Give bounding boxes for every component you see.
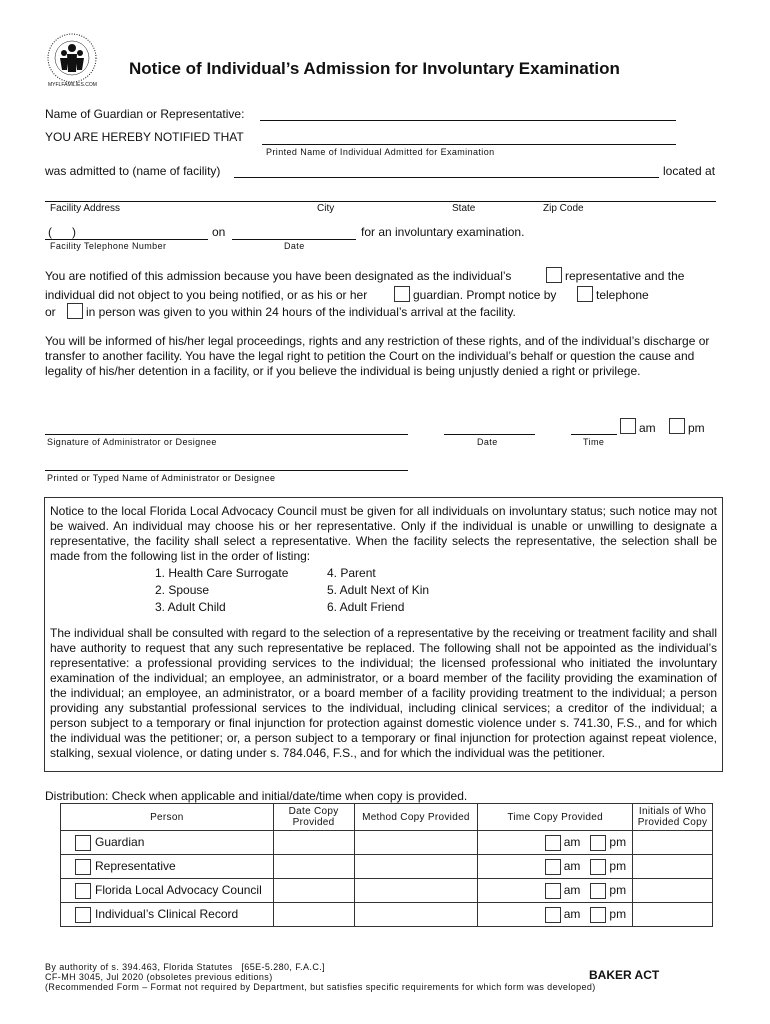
pm-label: pm	[609, 882, 627, 897]
row-person: Representative	[95, 858, 176, 873]
guardian-label: Name of Guardian or Representative:	[45, 107, 245, 121]
am-checkbox[interactable]	[545, 835, 561, 851]
admitted-label: was admitted to (name of facility)	[45, 164, 221, 178]
method-cell[interactable]	[354, 831, 478, 855]
facility-address-input-line[interactable]	[45, 201, 716, 202]
facility-name-input-line[interactable]	[234, 177, 659, 178]
pm-checkbox[interactable]	[590, 883, 606, 899]
representative-order-list	[50, 566, 717, 620]
distribution-heading: Distribution: Check when applicable and initial/date/time when copy is provided.	[45, 789, 468, 803]
phone-paren: ( )	[48, 225, 76, 239]
list-item: 3. Adult Child	[155, 600, 226, 614]
footer-form-id: CF-MH 3045, Jul 2020 (obsoletes previous editions)	[45, 972, 273, 982]
am-checkbox[interactable]	[545, 883, 561, 899]
am-label: am	[563, 834, 581, 849]
sig-pm-checkbox[interactable]	[669, 418, 685, 434]
list-item: 2. Spouse	[155, 583, 210, 597]
council-paragraph-1: Notice to the local Florida Local Advocacy Council must be given for all individuals on involuntary status; such notice may not be waived. An individual may choose his or her representative. Only if the individual is unable or unwilling to designate a representative, the facility shall select a representative. When the facility selects the representative, the selection shall be made from the following list in the order of listing:	[50, 504, 717, 563]
logo-caption: MYFLFAMILIES.COM	[48, 82, 97, 88]
notice-line-2-mid: guardian. Prompt notice by	[413, 288, 557, 302]
dcf-logo	[40, 28, 104, 92]
printed-name-admin-caption: Printed or Typed Name of Administrator or Designee	[47, 473, 276, 483]
sig-time-input-line[interactable]	[571, 434, 617, 435]
sig-date-caption: Date	[477, 437, 498, 447]
sig-am-checkbox[interactable]	[620, 418, 636, 434]
method-cell[interactable]	[354, 879, 478, 903]
printed-name-caption: Printed Name of Individual Admitted for Examination	[266, 147, 495, 157]
clinical-record-row-checkbox[interactable]	[75, 907, 91, 923]
list-item: 5. Adult Next of Kin	[327, 583, 430, 597]
pm-checkbox[interactable]	[590, 907, 606, 923]
am-label: am	[563, 858, 581, 873]
table-row	[61, 879, 713, 903]
date-caption: Date	[284, 241, 305, 251]
pm-checkbox[interactable]	[590, 859, 606, 875]
guardian-row-checkbox[interactable]	[75, 835, 91, 851]
sig-date-input-line[interactable]	[444, 434, 535, 435]
phone-caption: Facility Telephone Number	[50, 241, 167, 251]
page-title: Notice of Individual’s Admission for Involuntary Examination	[129, 59, 620, 78]
council-row-checkbox[interactable]	[75, 883, 91, 899]
sig-am-label: am	[639, 421, 656, 435]
date-input-line[interactable]	[232, 239, 356, 240]
table-row	[61, 855, 713, 879]
located-at-label: located at	[663, 164, 716, 178]
individual-name-input-line[interactable]	[262, 144, 676, 145]
pm-label: pm	[609, 906, 627, 921]
method-cell[interactable]	[354, 855, 478, 879]
representative-checkbox[interactable]	[546, 267, 562, 283]
date-cell[interactable]	[273, 855, 354, 879]
date-cell[interactable]	[273, 903, 354, 927]
council-paragraph-2: The individual shall be consulted with regard to the selection of a representative by the receiving or treatment facility and shall have authority to request that any such representative be replaced. The following shall not be appointed as the individual’s representative: a professional providing services to the individual; the licensed professional who initiated the involuntary examination of the individual; an employee, an administrator, or a board member of the facility providing the examination of the individual; an employee, an administrator, or a board member of a facility providing treatment to the individual; a person providing any substantial professional services to the individual, including clinical services; a creditor of the individual; a person subject to a temporary or final injunction for protection against domestic violence under s. 741.30, F.S., and for which the individual was the petitioner; or, a person subject to a temporary or final injunction for protection against repeat violence, stalking, sexual violence, or dating under s. 784.046, F.S., and for which the individual was the petitioner.	[50, 626, 717, 760]
header-date-copy: Date Copy Provided	[273, 804, 354, 831]
facility-address-caption: Facility Address	[50, 203, 121, 214]
signature-input-line[interactable]	[45, 434, 408, 435]
method-cell[interactable]	[354, 903, 478, 927]
baker-act-label: BAKER ACT	[589, 968, 660, 982]
initials-cell[interactable]	[633, 831, 713, 855]
rights-paragraph: You will be informed of his/her legal proceedings, rights and any restriction of these rights, and of the individual’s discharge or transfer to another facility. You have the legal right to petition the Court on the individual’s behalf or question the cause and legality of his/her detention in a facility, or if you believe the individual is being unjustly denied a right or privilege.	[45, 334, 710, 378]
am-checkbox[interactable]	[545, 859, 561, 875]
list-item: 1. Health Care Surrogate	[155, 566, 289, 580]
in-person-checkbox[interactable]	[67, 303, 83, 319]
city-caption: City	[317, 203, 335, 214]
list-item: 4. Parent	[327, 566, 376, 580]
header-time-copy: Time Copy Provided	[478, 804, 633, 831]
representative-row-checkbox[interactable]	[75, 859, 91, 875]
row-person: Individual’s Clinical Record	[95, 906, 239, 921]
signature-caption: Signature of Administrator or Designee	[47, 437, 217, 447]
notice-line-1: You are notified of this admission because you have been designated as the individual’s	[45, 269, 512, 283]
notice-line-2: individual did not object to you being notified, or as his or her	[45, 288, 368, 302]
pm-checkbox[interactable]	[590, 835, 606, 851]
distribution-table	[60, 803, 713, 927]
initials-cell[interactable]	[633, 855, 713, 879]
row-person: Florida Local Advocacy Council	[95, 882, 262, 897]
header-initials: Initials of Who Provided Copy	[633, 804, 713, 831]
notice-line-3: in person was given to you within 24 hours of the individual’s arrival at the facility.	[86, 305, 516, 319]
row-person: Guardian	[95, 834, 145, 849]
header-method-copy: Method Copy Provided	[354, 804, 478, 831]
phone-input-line[interactable]	[45, 239, 208, 240]
footer-authority: By authority of s. 394.463, Florida Statutes [65E-5.280, F.A.C.]	[45, 962, 326, 972]
printed-name-input-line[interactable]	[45, 470, 408, 471]
table-row	[61, 903, 713, 927]
initials-cell[interactable]	[633, 879, 713, 903]
list-item: 6. Adult Friend	[327, 600, 405, 614]
notice-or: or	[45, 305, 56, 319]
pm-label: pm	[609, 834, 627, 849]
header-person: Person	[61, 804, 274, 831]
sig-time-caption: Time	[583, 437, 605, 447]
am-label: am	[563, 882, 581, 897]
zip-caption: Zip Code	[543, 203, 584, 214]
advocacy-council-notice-box	[44, 497, 723, 772]
notified-label: YOU ARE HEREBY NOTIFIED THAT	[45, 130, 244, 144]
pm-label: pm	[609, 858, 627, 873]
footer-recommended: (Recommended Form – Format not required by Department, but satisfies specific requirements for which form was developed)	[45, 982, 596, 992]
table-row	[61, 831, 713, 855]
date-cell[interactable]	[273, 831, 354, 855]
am-checkbox[interactable]	[545, 907, 561, 923]
state-caption: State	[452, 203, 476, 214]
guardian-checkbox[interactable]	[394, 286, 410, 302]
telephone-label: telephone	[596, 288, 649, 302]
date-cell[interactable]	[273, 879, 354, 903]
initials-cell[interactable]	[633, 903, 713, 927]
sig-pm-label: pm	[688, 421, 705, 435]
telephone-checkbox[interactable]	[577, 286, 593, 302]
guardian-input-line[interactable]	[260, 120, 676, 121]
notice-line-1-end: representative and the	[565, 269, 685, 283]
on-label: on	[212, 225, 226, 239]
for-exam-label: for an involuntary examination.	[361, 225, 525, 239]
am-label: am	[563, 906, 581, 921]
